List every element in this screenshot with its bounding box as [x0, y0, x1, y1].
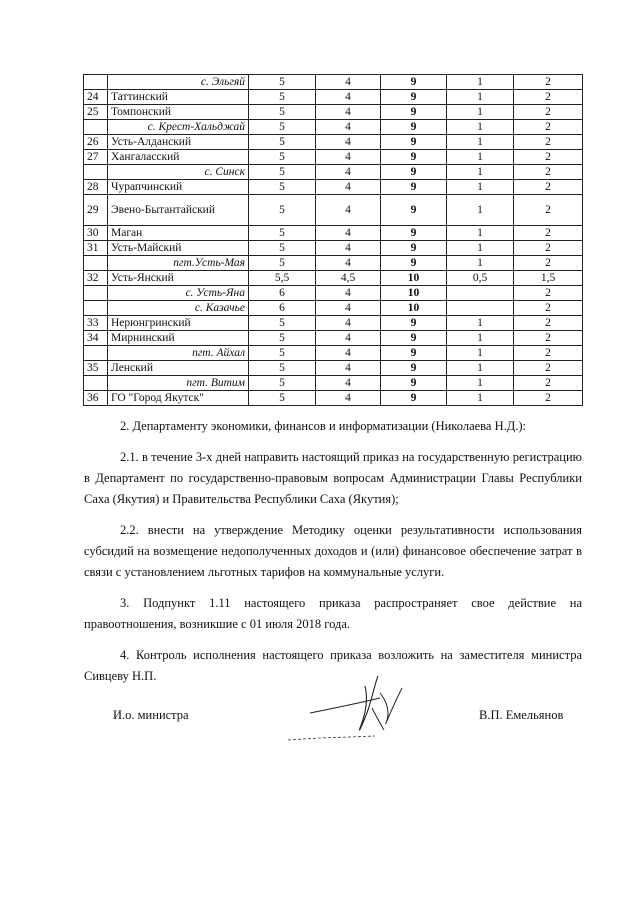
value-col-2: 4: [316, 120, 381, 135]
district-name: Усть-Янский: [108, 271, 249, 286]
value-col-2: 4: [316, 331, 381, 346]
value-col-4: 1: [447, 195, 514, 226]
table-row: [84, 75, 583, 90]
value-col-5: 2: [514, 301, 583, 316]
order-text: [84, 416, 582, 687]
value-col-5: 2: [514, 346, 583, 361]
value-col-3: 9: [381, 316, 447, 331]
value-col-4: 1: [447, 361, 514, 376]
value-col-3: 9: [381, 346, 447, 361]
value-col-5: 2: [514, 105, 583, 120]
district-name: с. Казачье: [108, 301, 249, 316]
row-number: [84, 286, 108, 301]
value-col-1: 5: [249, 391, 316, 406]
value-col-2: 4: [316, 195, 381, 226]
value-col-1: 5: [249, 150, 316, 165]
value-col-4: 1: [447, 105, 514, 120]
value-col-2: 4: [316, 241, 381, 256]
value-col-1: 5: [249, 135, 316, 150]
value-col-2: 4: [316, 75, 381, 90]
value-col-3: 9: [381, 376, 447, 391]
table-row: [84, 150, 583, 165]
district-name: с. Усть-Яна: [108, 286, 249, 301]
value-col-4: 1: [447, 180, 514, 195]
tariff-table-body: [84, 75, 583, 406]
value-col-1: 5: [249, 75, 316, 90]
district-name: Усть-Майский: [108, 241, 249, 256]
table-row: [84, 391, 583, 406]
value-col-1: 5: [249, 90, 316, 105]
value-col-2: 4: [316, 301, 381, 316]
value-col-4: [447, 301, 514, 316]
value-col-5: 2: [514, 120, 583, 135]
table-row: [84, 195, 583, 226]
value-col-4: 1: [447, 150, 514, 165]
value-col-5: 2: [514, 391, 583, 406]
table-row: [84, 90, 583, 105]
value-col-4: 1: [447, 256, 514, 271]
row-number: [84, 376, 108, 391]
table-row: [84, 105, 583, 120]
value-col-2: 4: [316, 105, 381, 120]
value-col-2: 4: [316, 165, 381, 180]
row-number: [84, 256, 108, 271]
table-row: [84, 301, 583, 316]
value-col-2: 4: [316, 286, 381, 301]
district-name: Хангаласский: [108, 150, 249, 165]
handwritten-signature: [280, 668, 430, 758]
value-col-5: 2: [514, 376, 583, 391]
value-col-4: 1: [447, 165, 514, 180]
district-name: пгт. Витим: [108, 376, 249, 391]
value-col-2: 4: [316, 226, 381, 241]
row-number: 30: [84, 226, 108, 241]
district-name: Нерюнгринский: [108, 316, 249, 331]
district-name: пгт. Айхал: [108, 346, 249, 361]
value-col-2: 4: [316, 150, 381, 165]
row-number: 36: [84, 391, 108, 406]
value-col-4: 1: [447, 120, 514, 135]
value-col-3: 9: [381, 226, 447, 241]
value-col-5: 1,5: [514, 271, 583, 286]
value-col-5: 2: [514, 361, 583, 376]
value-col-3: 10: [381, 301, 447, 316]
table-row: [84, 135, 583, 150]
value-col-2: 4: [316, 180, 381, 195]
paragraph-2-1: 2.1. в течение 3-х дней направить настоящий приказ на государственную регистрацию в Департамент по государственно-правовым вопросам Администрации Главы Республики Саха (Якутия) и Правительства Республики Саха (Якутия);: [84, 450, 582, 506]
value-col-4: 1: [447, 331, 514, 346]
value-col-5: 2: [514, 75, 583, 90]
row-number: 32: [84, 271, 108, 286]
paragraph-2-2: 2.2. внести на утверждение Методику оценки результативности использования субсидий на возмещение недополученных доходов и (или) финансовое обеспечение затрат в связи с установлением льготных тарифов на коммунальные услуги.: [84, 523, 582, 579]
value-col-4: [447, 286, 514, 301]
table-row: [84, 316, 583, 331]
value-col-3: 9: [381, 165, 447, 180]
value-col-5: 2: [514, 195, 583, 226]
value-col-1: 6: [249, 286, 316, 301]
row-number: 31: [84, 241, 108, 256]
paragraph-3: 3. Подпункт 1.11 настоящего приказа распространяет свое действие на правоотношения, возникшие с 01 июля 2018 года.: [84, 596, 582, 631]
value-col-3: 9: [381, 391, 447, 406]
table-row: [84, 226, 583, 241]
value-col-5: 2: [514, 256, 583, 271]
table-row: [84, 120, 583, 135]
district-name: Усть-Алданский: [108, 135, 249, 150]
value-col-1: 5: [249, 120, 316, 135]
row-number: 34: [84, 331, 108, 346]
value-col-3: 9: [381, 331, 447, 346]
row-number: 29: [84, 195, 108, 226]
signatory-position: И.о. министра: [113, 708, 189, 722]
table-row: [84, 241, 583, 256]
table-row: [84, 346, 583, 361]
value-col-5: 2: [514, 331, 583, 346]
value-col-3: 9: [381, 150, 447, 165]
value-col-1: 5: [249, 361, 316, 376]
table-row: [84, 256, 583, 271]
table-row: [84, 361, 583, 376]
value-col-3: 9: [381, 135, 447, 150]
value-col-4: 1: [447, 376, 514, 391]
value-col-4: 1: [447, 316, 514, 331]
table-row: [84, 331, 583, 346]
value-col-3: 9: [381, 256, 447, 271]
value-col-4: 1: [447, 346, 514, 361]
value-col-3: 9: [381, 195, 447, 226]
value-col-5: 2: [514, 226, 583, 241]
paragraph-2: 2. Департаменту экономики, финансов и информатизации (Николаева Н.Д.):: [120, 419, 527, 433]
value-col-1: 5: [249, 226, 316, 241]
value-col-4: 1: [447, 135, 514, 150]
value-col-4: 1: [447, 90, 514, 105]
value-col-1: 5: [249, 346, 316, 361]
table-row: [84, 165, 583, 180]
value-col-3: 9: [381, 75, 447, 90]
value-col-5: 2: [514, 241, 583, 256]
paragraph-4: 4. Контроль исполнения настоящего приказа возложить на заместителя министра Сивцеву Н.П.: [84, 648, 582, 683]
district-name: Мирнинский: [108, 331, 249, 346]
district-name: Ленский: [108, 361, 249, 376]
value-col-3: 9: [381, 361, 447, 376]
value-col-2: 4,5: [316, 271, 381, 286]
value-col-4: 1: [447, 226, 514, 241]
value-col-2: 4: [316, 135, 381, 150]
row-number: 28: [84, 180, 108, 195]
value-col-3: 10: [381, 271, 447, 286]
value-col-5: 2: [514, 316, 583, 331]
district-name: Чурапчинский: [108, 180, 249, 195]
district-name: Томпонский: [108, 105, 249, 120]
value-col-1: 5: [249, 195, 316, 226]
value-col-2: 4: [316, 361, 381, 376]
table-row: [84, 271, 583, 286]
value-col-1: 5: [249, 316, 316, 331]
table-row: [84, 376, 583, 391]
value-col-5: 2: [514, 165, 583, 180]
value-col-3: 9: [381, 90, 447, 105]
district-name: с. Крест-Хальджай: [108, 120, 249, 135]
value-col-3: 9: [381, 120, 447, 135]
value-col-2: 4: [316, 376, 381, 391]
value-col-1: 5: [249, 165, 316, 180]
value-col-1: 5: [249, 376, 316, 391]
value-col-5: 2: [514, 90, 583, 105]
table-row: [84, 180, 583, 195]
row-number: [84, 75, 108, 90]
value-col-2: 4: [316, 391, 381, 406]
district-name: Эвено-Бытантайский: [108, 195, 249, 226]
district-name: ГО "Город Якутск": [108, 391, 249, 406]
value-col-1: 5: [249, 105, 316, 120]
value-col-2: 4: [316, 90, 381, 105]
value-col-5: 2: [514, 135, 583, 150]
value-col-2: 4: [316, 316, 381, 331]
row-number: 33: [84, 316, 108, 331]
value-col-3: 9: [381, 105, 447, 120]
value-col-1: 5: [249, 256, 316, 271]
table-row: [84, 286, 583, 301]
district-name: пгт.Усть-Мая: [108, 256, 249, 271]
row-number: 25: [84, 105, 108, 120]
value-col-3: 10: [381, 286, 447, 301]
row-number: 24: [84, 90, 108, 105]
row-number: 26: [84, 135, 108, 150]
district-name: Маган: [108, 226, 249, 241]
row-number: [84, 165, 108, 180]
value-col-5: 2: [514, 286, 583, 301]
value-col-4: 1: [447, 75, 514, 90]
row-number: 27: [84, 150, 108, 165]
value-col-4: 1: [447, 241, 514, 256]
district-name: с. Эльгяй: [108, 75, 249, 90]
value-col-4: 0,5: [447, 271, 514, 286]
value-col-1: 5: [249, 241, 316, 256]
row-number: [84, 346, 108, 361]
value-col-4: 1: [447, 391, 514, 406]
tariff-table: [83, 74, 583, 406]
row-number: 35: [84, 361, 108, 376]
signatory-name: В.П. Емельянов: [479, 708, 564, 722]
value-col-2: 4: [316, 256, 381, 271]
value-col-3: 9: [381, 180, 447, 195]
value-col-1: 6: [249, 301, 316, 316]
district-name: с. Синск: [108, 165, 249, 180]
value-col-1: 5,5: [249, 271, 316, 286]
value-col-5: 2: [514, 180, 583, 195]
district-name: Таттинский: [108, 90, 249, 105]
row-number: [84, 301, 108, 316]
value-col-3: 9: [381, 241, 447, 256]
value-col-2: 4: [316, 346, 381, 361]
value-col-5: 2: [514, 150, 583, 165]
value-col-1: 5: [249, 180, 316, 195]
value-col-1: 5: [249, 331, 316, 346]
row-number: [84, 120, 108, 135]
